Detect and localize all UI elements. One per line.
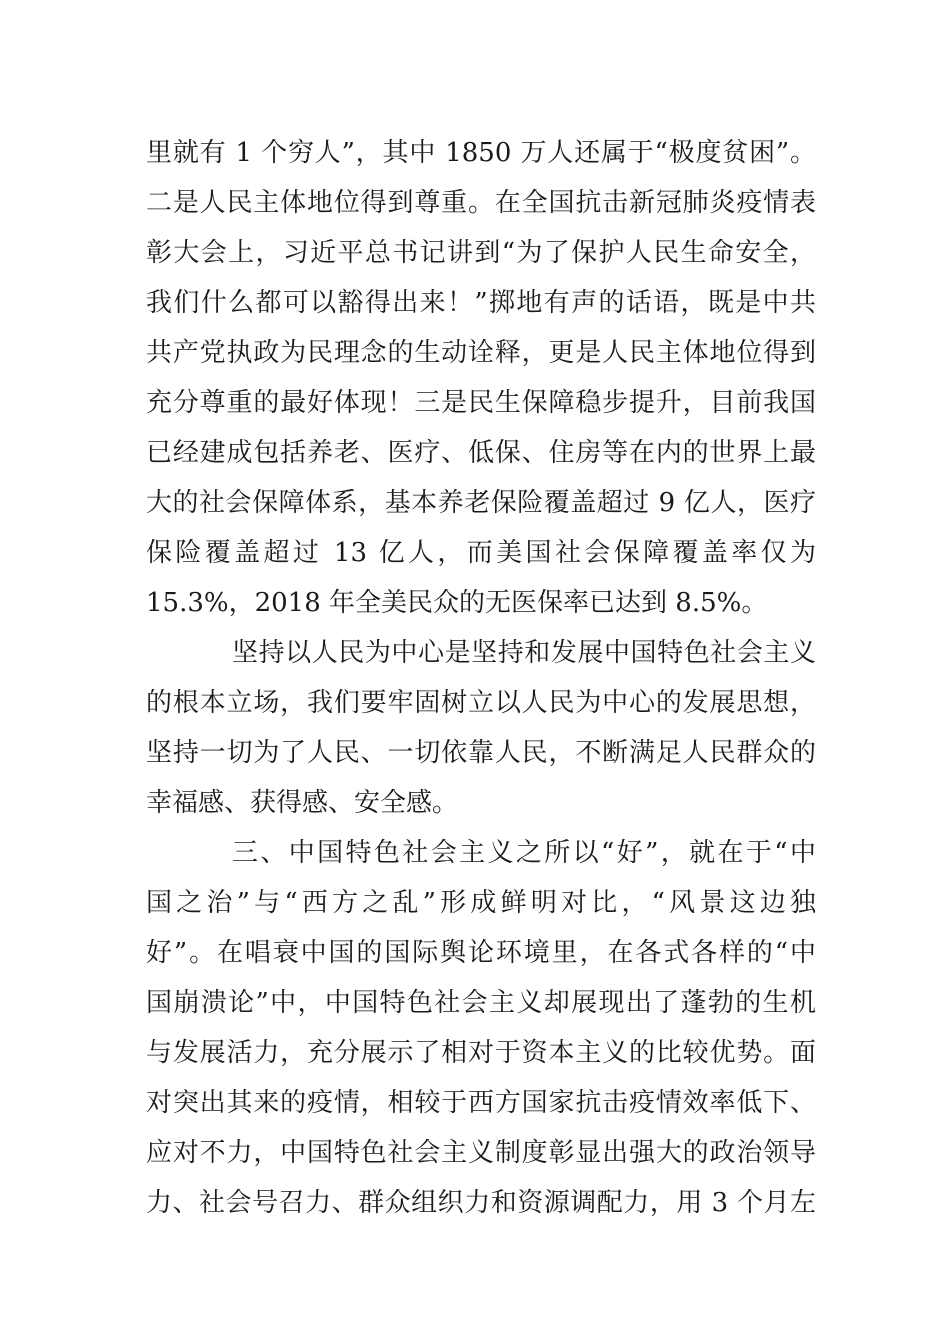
text-line-22: 力、社会号召力、群众组织力和资源调配力，用 3 个月左 xyxy=(146,1188,816,1218)
text-line-9: 保险覆盖超过 13 亿人，而美国社会保障覆盖率仅为 xyxy=(146,538,816,568)
text-line-2: 二是人民主体地位得到尊重。在全国抗击新冠肺炎疫情表 xyxy=(146,188,816,218)
text-line-14: 幸福感、获得感、安全感。 xyxy=(146,788,459,818)
document-body xyxy=(146,128,816,1228)
text-line-10: 15.3%，2018 年全美民众的无医保率已达到 8.5%。 xyxy=(146,588,768,618)
text-line-1: 里就有 1 个穷人”，其中 1850 万人还属于“极度贫困”。 xyxy=(146,138,816,168)
text-line-18: 国崩溃论”中，中国特色社会主义却展现出了蓬勃的生机 xyxy=(146,988,816,1018)
text-line-11: 坚持以人民为中心是坚持和发展中国特色社会主义 xyxy=(232,638,816,668)
text-line-6: 充分尊重的最好体现！三是民生保障稳步提升，目前我国 xyxy=(146,388,816,418)
text-line-19: 与发展活力，充分展示了相对于资本主义的比较优势。面 xyxy=(146,1038,816,1068)
text-line-4: 我们什么都可以豁得出来！”掷地有声的话语，既是中共 xyxy=(146,288,816,318)
text-line-21: 应对不力，中国特色社会主义制度彰显出强大的政治领导 xyxy=(146,1138,816,1168)
text-line-15: 三、中国特色社会主义之所以“好”，就在于“中 xyxy=(232,838,816,868)
text-line-17: 好”。在唱衰中国的国际舆论环境里，在各式各样的“中 xyxy=(146,938,816,968)
text-line-5: 共产党执政为民理念的生动诠释，更是人民主体地位得到 xyxy=(146,338,816,368)
text-line-3: 彰大会上，习近平总书记讲到“为了保护人民生命安全， xyxy=(146,238,816,268)
text-line-7: 已经建成包括养老、医疗、低保、住房等在内的世界上最 xyxy=(146,438,816,468)
text-line-13: 坚持一切为了人民、一切依靠人民，不断满足人民群众的 xyxy=(146,738,816,768)
text-line-20: 对突出其来的疫情，相较于西方国家抗击疫情效率低下、 xyxy=(146,1088,816,1118)
text-line-16: 国之治”与“西方之乱”形成鲜明对比，“风景这边独 xyxy=(146,888,816,918)
text-line-12: 的根本立场，我们要牢固树立以人民为中心的发展思想， xyxy=(146,688,816,718)
text-line-8: 大的社会保障体系，基本养老保险覆盖超过 9 亿人，医疗 xyxy=(146,488,816,518)
